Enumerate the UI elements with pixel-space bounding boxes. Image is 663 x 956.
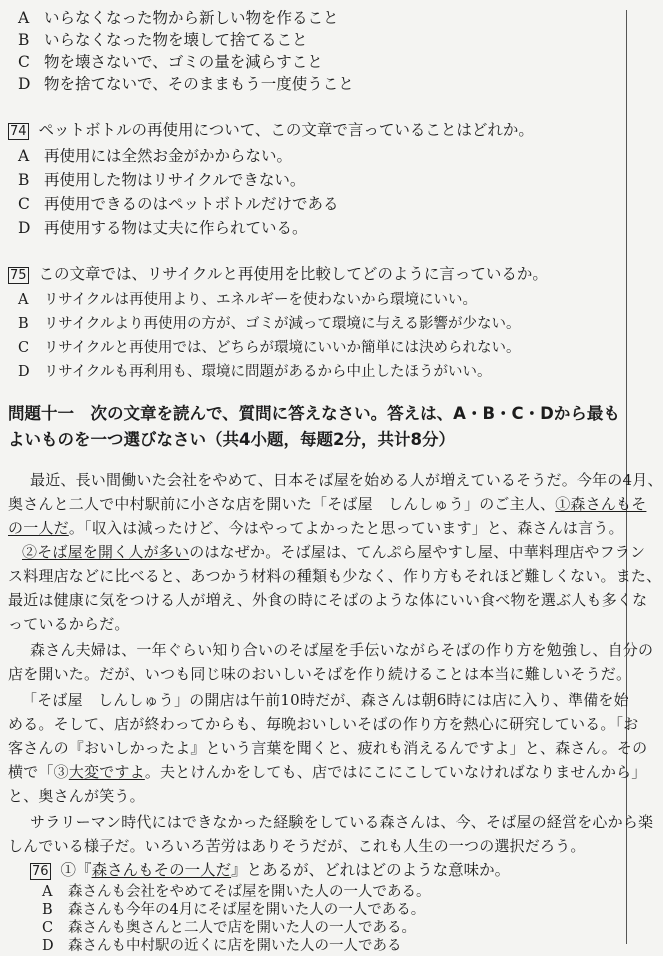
passage-line: の一人だ。「収入は減ったけど、今はやってよかったと思っています」と、森さんは言う。	[8, 519, 624, 537]
question-number: 75	[10, 268, 27, 283]
passage-line: 「そば屋 しんしゅう」の開店は午前10時だが、森さんは朝6時には店に入り、準備を始	[22, 691, 629, 709]
passage-line: 横で「③大変ですよ。夫とけんかをしても、店ではにこにこしていなければなりませんから」	[8, 763, 647, 781]
passage-line: 森さん夫婦は、一年ぐらい知り合いのそば屋を手伝いながらそばの作り方を勉強し、自分の	[30, 641, 654, 659]
option-a: A いらなくなった物から新しい物を作ること	[18, 9, 339, 27]
option-d: D リサイクルも再利用も、環境に問題があるから中止したほうがいい。	[18, 364, 492, 380]
passage-line: 奥さんと二人で中村駅前に小さな店を開いた「そば屋 しんしゅう」のご主人、①森さんもそ	[8, 495, 647, 513]
question-76: 76 ①『森さんもその一人だ』とあるが、どれはどのような意味か。	[32, 861, 511, 879]
question-number: 74	[10, 124, 27, 139]
question-number: 76	[32, 864, 49, 879]
underlined-phrase-2: ②そば屋を開く人が多い	[22, 543, 190, 561]
passage-line: サラリーマン時代にはできなかった経験をしている森さんは、今、そば屋の経営を心から楽	[30, 813, 654, 831]
section-heading-2: よいものを一つ選びなさい（共4小题，每题2分，共计8分）	[8, 430, 455, 449]
question-75: 75 この文章では、リサイクルと再使用を比較してどのように言っているか。	[10, 265, 548, 283]
passage-line: っているからだ。	[8, 615, 130, 633]
option-b: B いらなくなった物を壊して捨てること	[18, 31, 308, 49]
passage-line: 最近、長い間働いた会社をやめて、日本そば屋を始める人が増えているそうだ。今年の4月、	[30, 471, 663, 489]
underlined-phrase-1-cont: の一人だ	[8, 519, 69, 537]
underlined-phrase-3: 大変ですよ	[68, 763, 145, 781]
passage-line: ス料理店などに比べると、あつかう材料の種類も少なく、作り方もそれほど難しくない。また、	[8, 567, 662, 585]
passage-line: 最近は健康に気をつける人が増え、外食の時にそばのような体にいい食べ物を選ぶ人も多くな	[8, 591, 648, 609]
option-c: C リサイクルと再使用では、どちらが環境にいいか簡単には決められない。	[18, 340, 521, 356]
option-d: D 再使用する物は丈夫に作られている。	[18, 219, 308, 237]
option-c: C 再使用できるのはペットボトルだけである	[18, 195, 339, 213]
option-a: A 再使用には全然お金がかからない。	[18, 147, 293, 165]
option-b: B 再使用した物はリサイクルできない。	[18, 171, 306, 189]
option-a: A リサイクルは再使用より、エネルギーを使わないから環境にいい。	[18, 292, 477, 308]
section-heading: 問題十一 次の文章を読んで、質問に答えなさい。答えは、A・B・C・Dから最も	[8, 404, 620, 423]
quoted-phrase: 森さんもその一人だ	[91, 861, 232, 879]
passage-line: 店を開いた。だが、いつも同じ味のおいしいそばを作り続けることは本当に難しいそうだ。	[8, 665, 632, 683]
option-d: D 森さんも中村駅の近くに店を開いた人の一人である	[42, 938, 402, 954]
option-c: C 森さんも奥さんと二人で店を開いた人の一人である。	[42, 920, 416, 936]
question-74: 74 ペットボトルの再使用について、この文章で言っていることはどれか。	[10, 121, 534, 139]
passage-line: と、奥さんが笑う。	[8, 787, 145, 805]
option-b: B リサイクルより再使用の方が、ゴミが減って環境に与える影響が少ない。	[18, 316, 521, 332]
passage-line: める。そして、店が終わってからも、毎晩おいしいそばの作り方を熱心に研究している。「お	[8, 715, 639, 733]
option-a: A 森さんも会社をやめてそば屋を開いた人の一人である。	[42, 884, 431, 900]
passage-line: しんでいる様子だ。いろいろ苦労はありそうだが、これも人生の一つの選択だろう。	[8, 837, 586, 855]
passage-line: ②そば屋を開く人が多いのはなぜか。そば屋は、てんぷら屋やすし屋、中華料理店やフラン	[22, 543, 646, 561]
underlined-phrase-1: ①森さんもそ	[555, 495, 647, 513]
passage-line: 客さんの『おいしかったよ』という言葉を聞くと、疲れも消えるんですよ」と、森さん。その	[8, 739, 648, 757]
option-c: C 物を壊さないで、ゴミの量を減らすこと	[18, 53, 323, 71]
option-d: D 物を捨てないで、そのままもう一度使うこと	[18, 75, 354, 93]
option-b: B 森さんも今年の4月にそば屋を開いた人の一人である。	[42, 902, 426, 918]
